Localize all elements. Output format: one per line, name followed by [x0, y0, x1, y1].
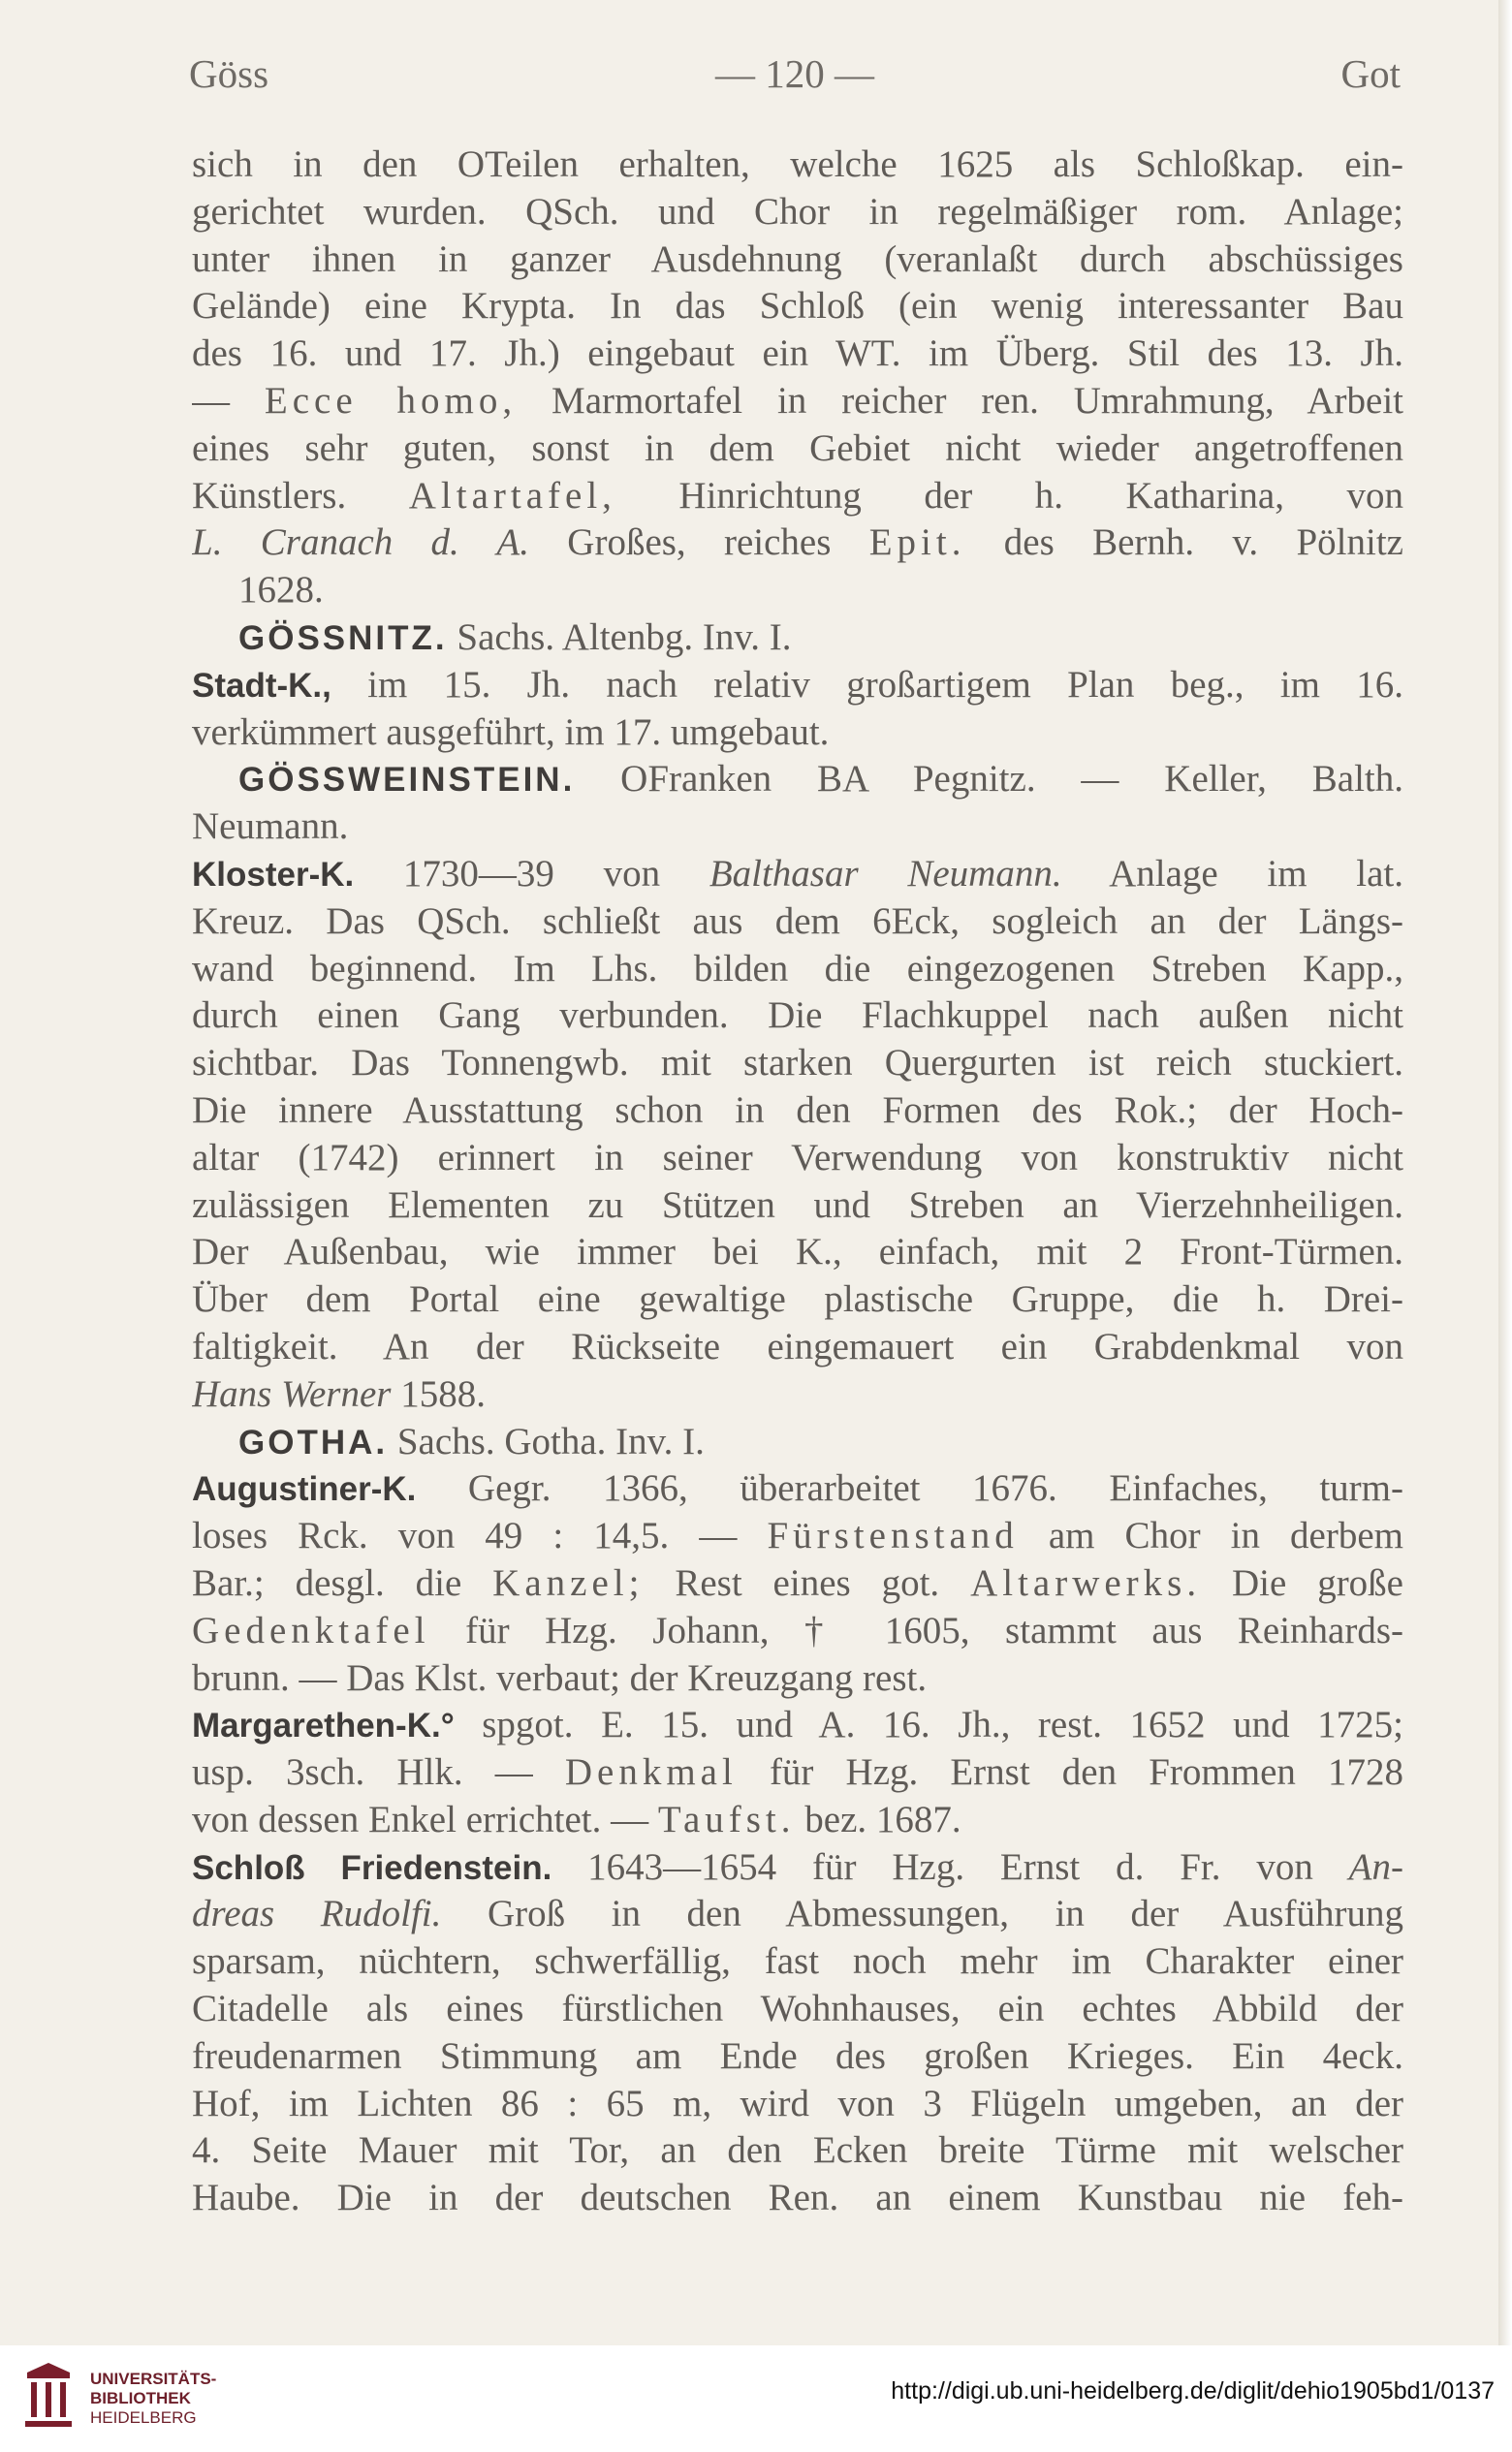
logo-line-2: BIBLIOTHEK: [90, 2389, 191, 2407]
text-line: [192, 2081, 1403, 2128]
text-line: [192, 330, 1403, 378]
text-line: [192, 1465, 1403, 1513]
text-run: —: [192, 379, 265, 422]
place-heading: GÖSSWEINSTEIN.: [238, 761, 576, 800]
library-logo-text: [90, 2370, 216, 2428]
text-line: [192, 473, 1403, 520]
text-run: OFranken BA Pegnitz. — Keller, Balth.: [575, 758, 1403, 801]
text-run: loses Rck. von 49 : 14,5. —: [192, 1515, 768, 1557]
place-heading: GÖSSNITZ.: [238, 618, 448, 657]
text-line: [192, 756, 1403, 803]
text-run: Gelände) eine Krypta. In das Schloß (ein wenig interessanter Bau: [192, 285, 1403, 328]
text-run: Rest eines got.: [644, 1561, 971, 1604]
text-line: [192, 1655, 1403, 1703]
entry-heading: Schloß Friedenstein.: [192, 1848, 552, 1887]
source-url-link[interactable]: http://digi.ub.uni-heidelberg.de/diglit/dehio1905bd1/0137: [891, 2377, 1495, 2405]
text-line: [192, 189, 1403, 236]
entry-heading: Kloster-K.: [192, 855, 355, 894]
text-line: [192, 709, 1403, 757]
text-run: dreas Rudolfi.: [192, 1893, 442, 1935]
text-run: bez. 1687.: [795, 1798, 961, 1840]
text-run: eines sehr guten, sonst in dem Gebiet nicht wieder angetroffenen: [192, 426, 1403, 469]
text-run: Kanzel;: [492, 1561, 645, 1604]
text-run: Anlage im lat.: [1061, 852, 1403, 895]
text-run: von dessen Enkel errichtet. —: [192, 1798, 658, 1840]
text-run: altar (1742) erinnert in seiner Verwendung von konstruktiv nicht: [192, 1136, 1403, 1179]
text-run: unter ihnen in ganzer Ausdehnung (veranlaßt durch abschüssiges: [192, 237, 1403, 280]
text-run: Altarwerks.: [970, 1561, 1202, 1604]
text-run: Hans Werner: [192, 1372, 392, 1415]
text-run: 4. Seite Mauer mit Tor, an den Ecken breite Türme mit welscher: [192, 2129, 1403, 2172]
body-text: [192, 141, 1403, 2222]
text-run: Neumann.: [192, 805, 349, 848]
text-run: Sachs. Gotha. Inv. I.: [388, 1420, 705, 1462]
logo-line-1: UNIVERSITÄTS-: [90, 2370, 217, 2388]
text-run: Die innere Ausstattung schon in den Formen des Rok.; der Hoch-: [192, 1088, 1403, 1131]
text-run: Marmortafel in reicher ren. Umrahmung, Arbeit: [517, 379, 1403, 422]
running-header: [189, 50, 1401, 109]
page-number: — 120 —: [715, 51, 874, 96]
text-line: [192, 1087, 1403, 1135]
text-run: zulässigen Elementen zu Stützen und Streben an Vierzehnheiligen.: [192, 1183, 1403, 1226]
text-line: [192, 614, 1403, 662]
text-line: [192, 1891, 1403, 1938]
text-line: [192, 898, 1403, 946]
text-run: des 16. und 17. Jh.) eingebaut ein WT. im Überg. Stil des 13. Jh.: [192, 332, 1403, 375]
text-run: für Hzg. Ernst den Frommen 1728: [737, 1751, 1403, 1794]
text-line: [192, 2033, 1403, 2081]
text-line: [192, 1749, 1403, 1797]
text-line: [192, 2127, 1403, 2175]
text-run: An-: [1348, 1845, 1403, 1888]
text-line: [192, 1938, 1403, 1986]
text-run: Großes, reiches: [528, 521, 869, 564]
text-line: [192, 425, 1403, 473]
text-line: [192, 1702, 1403, 1749]
text-run: verkümmert ausgeführt, im 17. umgebaut.: [192, 710, 830, 753]
text-line: [192, 141, 1403, 189]
text-run: brunn. — Das Klst. verbaut; der Kreuzgang rest.: [192, 1656, 928, 1699]
text-run: sparsam, nüchtern, schwerfällig, fast noch mehr im Charakter einer: [192, 1940, 1403, 1983]
text-run: am Chor in derbem: [1018, 1515, 1403, 1557]
text-run: faltigkeit. An der Rückseite eingemauert ein Grabdenkmal von: [192, 1325, 1403, 1367]
header-left-keyword: Göss: [189, 51, 269, 96]
text-line: [192, 283, 1403, 330]
text-run: Denkmal: [564, 1751, 738, 1794]
text-line: [192, 1182, 1403, 1230]
text-line: [192, 1135, 1403, 1182]
text-run: 1628.: [238, 569, 324, 612]
text-run: Hinrichtung der h. Katharina, von: [615, 474, 1403, 517]
text-line: [192, 946, 1403, 993]
text-run: Altartafel,: [408, 474, 616, 517]
text-run: Künstlers.: [192, 474, 409, 517]
text-run: sichtbar. Das Tonnengwb. mit starken Quergurten ist reich stuckiert.: [192, 1042, 1403, 1085]
text-line: [192, 1276, 1403, 1324]
text-line: [192, 2175, 1403, 2222]
text-run: Sachs. Altenbg. Inv. I.: [447, 615, 792, 658]
entry-heading: Margarethen-K.°: [192, 1707, 455, 1745]
entry-heading: Stadt-K.,: [192, 666, 331, 705]
text-line: [192, 803, 1403, 851]
text-run: Haube. Die in der deutschen Ren. an einem Kunstbau nie feh-: [192, 2177, 1403, 2219]
entry-heading: Augustiner-K.: [192, 1470, 417, 1509]
page-edge: [1498, 0, 1512, 2345]
text-run: für Hzg. Johann, † 1605, stammt aus Reinhards-: [429, 1609, 1403, 1651]
text-line: [192, 567, 1403, 614]
text-line: [192, 1229, 1403, 1276]
text-run: Kreuz. Das QSch. schließt aus dem 6Eck, sogleich an der Längs-: [192, 899, 1403, 942]
text-run: Taufst.: [657, 1798, 796, 1840]
header-right-keyword: Got: [1340, 51, 1401, 96]
text-run: des Bernh. v. Pölnitz: [965, 521, 1403, 564]
library-logo-icon: [19, 2359, 78, 2436]
text-run: Die große: [1201, 1561, 1403, 1604]
place-heading: GOTHA.: [238, 1423, 389, 1462]
text-line: [192, 992, 1403, 1040]
text-run: Über dem Portal eine gewaltige plastische Gruppe, die h. Drei-: [192, 1278, 1403, 1321]
text-line: [192, 1371, 1403, 1419]
text-run: 1730—39 von: [354, 852, 709, 895]
text-run: 1643—1654 für Hzg. Ernst d. Fr. von: [551, 1845, 1349, 1888]
text-run: L. Cranach d. A.: [192, 521, 529, 564]
text-run: Bar.; desgl. die: [192, 1561, 493, 1604]
text-run: Fürstenstand: [767, 1515, 1019, 1557]
text-line: [192, 1986, 1403, 2033]
text-run: wand beginnend. Im Lhs. bilden die eingezogenen Streben Kapp.,: [192, 947, 1403, 990]
text-line: [192, 1560, 1403, 1608]
text-run: Groß in den Abmessungen, in der Ausführung: [441, 1893, 1403, 1935]
logo-line-3: HEIDELBERG: [90, 2408, 197, 2427]
text-line: [192, 1419, 1403, 1466]
text-run: durch einen Gang verbunden. Die Flachkuppel nach außen nicht: [192, 994, 1403, 1037]
text-line: [192, 236, 1403, 284]
text-run: Der Außenbau, wie immer bei K., einfach, mit 2 Front-Türmen.: [192, 1231, 1403, 1273]
text-run: Balthasar Neumann.: [709, 852, 1062, 895]
text-line: [192, 1324, 1403, 1371]
text-run: Gegr. 1366, überarbeitet 1676. Einfaches, turm-: [416, 1467, 1403, 1510]
text-run: im 15. Jh. nach relativ großartigem Plan beg., im 16.: [331, 663, 1403, 706]
text-run: usp. 3sch. Hlk. —: [192, 1751, 565, 1794]
text-line: [192, 851, 1403, 898]
text-line: [192, 1844, 1403, 1892]
text-line: [192, 662, 1403, 709]
text-line: [192, 378, 1403, 425]
text-run: Citadelle als eines fürstlichen Wohnhauses, ein echtes Abbild der: [192, 1988, 1403, 2030]
text-run: sich in den OTeilen erhalten, welche 1625 als Schloßkap. ein-: [192, 143, 1403, 185]
text-run: Hof, im Lichten 86 : 65 m, wird von 3 Flügeln umgeben, an der: [192, 2082, 1403, 2124]
text-line: [192, 1608, 1403, 1655]
text-run: Ecce homo,: [264, 379, 518, 422]
text-run: gerichtet wurden. QSch. und Chor in regelmäßiger rom. Anlage;: [192, 190, 1403, 233]
text-line: [192, 1040, 1403, 1087]
text-run: Gedenktafel: [192, 1609, 430, 1651]
text-line: [192, 519, 1403, 567]
text-run: freudenarmen Stimmung am Ende des großen Krieges. Ein 4eck.: [192, 2034, 1403, 2077]
text-run: Epit.: [868, 521, 966, 564]
text-line: [192, 1797, 1403, 1844]
text-run: 1588.: [391, 1372, 486, 1415]
text-line: [192, 1513, 1403, 1560]
text-run: spgot. E. 15. und A. 16. Jh., rest. 1652 und 1725;: [454, 1704, 1403, 1746]
